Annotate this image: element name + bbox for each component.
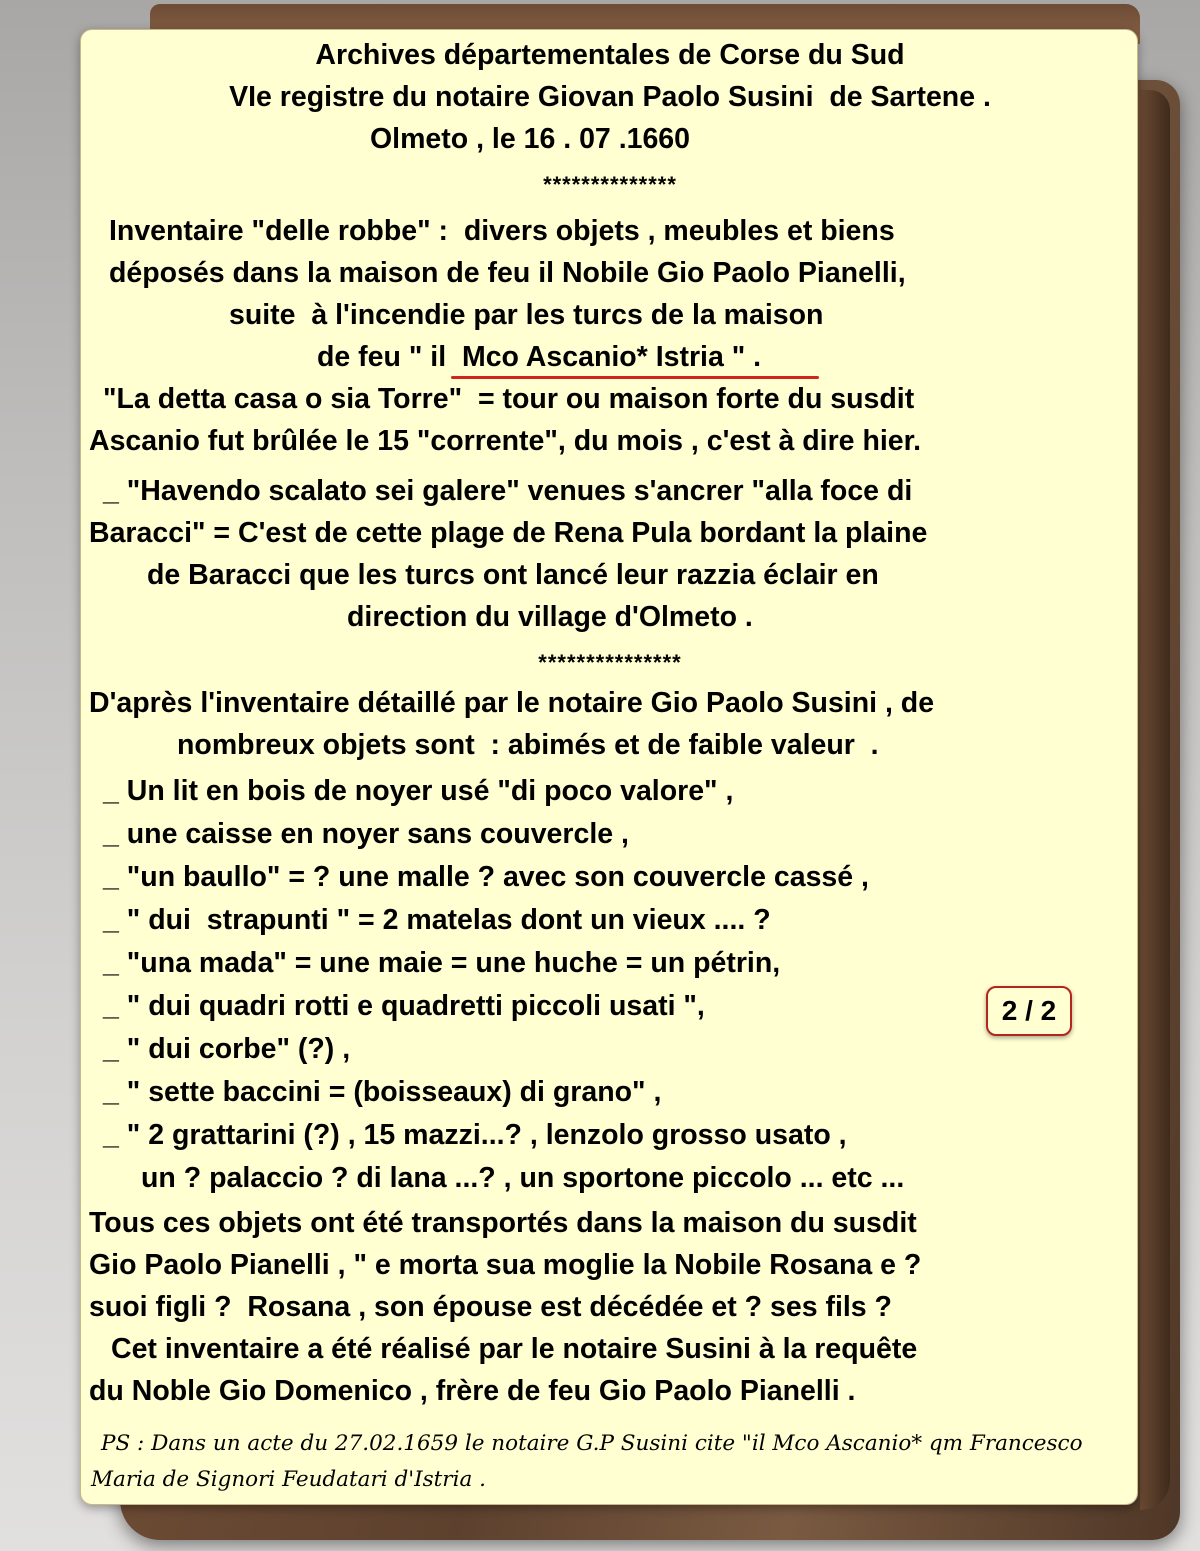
intro-line-3: suite à l'incendie par les turcs de la maison [229, 299, 824, 331]
list-item: _ " 2 grattarini (?) , 15 mazzi...? , lenzolo grosso usato , [103, 1119, 847, 1151]
book-spine-edge [1140, 90, 1170, 1510]
inventory-intro-2: nombreux objets sont : abimés et de faible valeur . [177, 729, 879, 761]
list-item: un ? palaccio ? di lana ...? , un sportone piccolo ... etc ... [141, 1162, 905, 1194]
header-archives: Archives départementales de Corse du Sud [315, 39, 905, 71]
document-page [80, 29, 1138, 1505]
list-item: _ " dui corbe" (?) , [103, 1033, 351, 1065]
postscript-line-1: PS : Dans un acte du 27.02.1659 le notaire G.P Susini cite "il Mco Ascanio* qm Francesco [101, 1431, 1083, 1456]
list-item: _ " dui strapunti " = 2 matelas dont un vieux .... ? [103, 904, 771, 936]
intro-line-10: direction du village d'Olmeto . [347, 601, 753, 633]
intro-line-4-post: " . [723, 341, 762, 373]
postscript-line-2: Maria de Signori Feudatari d'Istria . [91, 1467, 486, 1492]
list-item: _ Un lit en bois de noyer usé "di poco valore" , [103, 775, 734, 807]
closing-line-1: Tous ces objets ont été transportés dans la maison du susdit [89, 1207, 917, 1239]
list-item: _ une caisse en noyer sans couvercle , [103, 818, 629, 850]
inventory-intro-1: D'après l'inventaire détaillé par le notaire Gio Paolo Susini , de [89, 687, 935, 719]
intro-line-4-pre: de feu " [317, 341, 423, 373]
list-item: _ " sette baccini = (boisseaux) di grano" , [103, 1076, 662, 1108]
closing-line-3: suoi figli ? Rosana , son épouse est décédée et ? ses fils ? [89, 1291, 892, 1323]
intro-line-5: "La detta casa o sia Torre" = tour ou maison forte du susdit [103, 383, 915, 415]
header-place-date: Olmeto , le 16 . 07 .1660 [370, 123, 691, 155]
separator-stars-1: ************** [543, 172, 677, 197]
list-item: _ "una mada" = une maie = une huche = un pétrin, [103, 947, 781, 979]
intro-line-1: Inventaire "delle robbe" : divers objets , meubles et biens [109, 215, 895, 247]
intro-line-6: Ascanio fut brûlée le 15 "corrente", du mois , c'est à dire hier. [89, 425, 922, 457]
list-item: _ " dui quadri rotti e quadretti piccoli usati ", [103, 990, 705, 1022]
highlighted-name: il Mco Ascanio* Istria [422, 341, 724, 373]
closing-line-5: du Noble Gio Domenico , frère de feu Gio Paolo Pianelli . [89, 1375, 856, 1407]
separator-stars-2: *************** [538, 650, 682, 675]
intro-line-4 [317, 336, 761, 378]
intro-line-9: de Baracci que les turcs ont lancé leur razzia éclair en [147, 559, 879, 591]
page-number-badge: 2 / 2 [986, 986, 1072, 1036]
intro-line-7: _ "Havendo scalato sei galere" venues s'ancrer "alla foce di [103, 475, 913, 507]
intro-line-8: Baracci" = C'est de cette plage de Rena Pula bordant la plaine [89, 517, 928, 549]
header-register: VIe registre du notaire Giovan Paolo Susini de Sartene . [229, 81, 991, 113]
closing-line-2: Gio Paolo Pianelli , " e morta sua moglie la Nobile Rosana e ? [89, 1249, 922, 1281]
closing-line-4: Cet inventaire a été réalisé par le notaire Susini à la requête [111, 1333, 918, 1365]
intro-line-2: déposés dans la maison de feu il Nobile Gio Paolo Pianelli, [109, 257, 906, 289]
list-item: _ "un baullo" = ? une malle ? avec son couvercle cassé , [103, 861, 869, 893]
